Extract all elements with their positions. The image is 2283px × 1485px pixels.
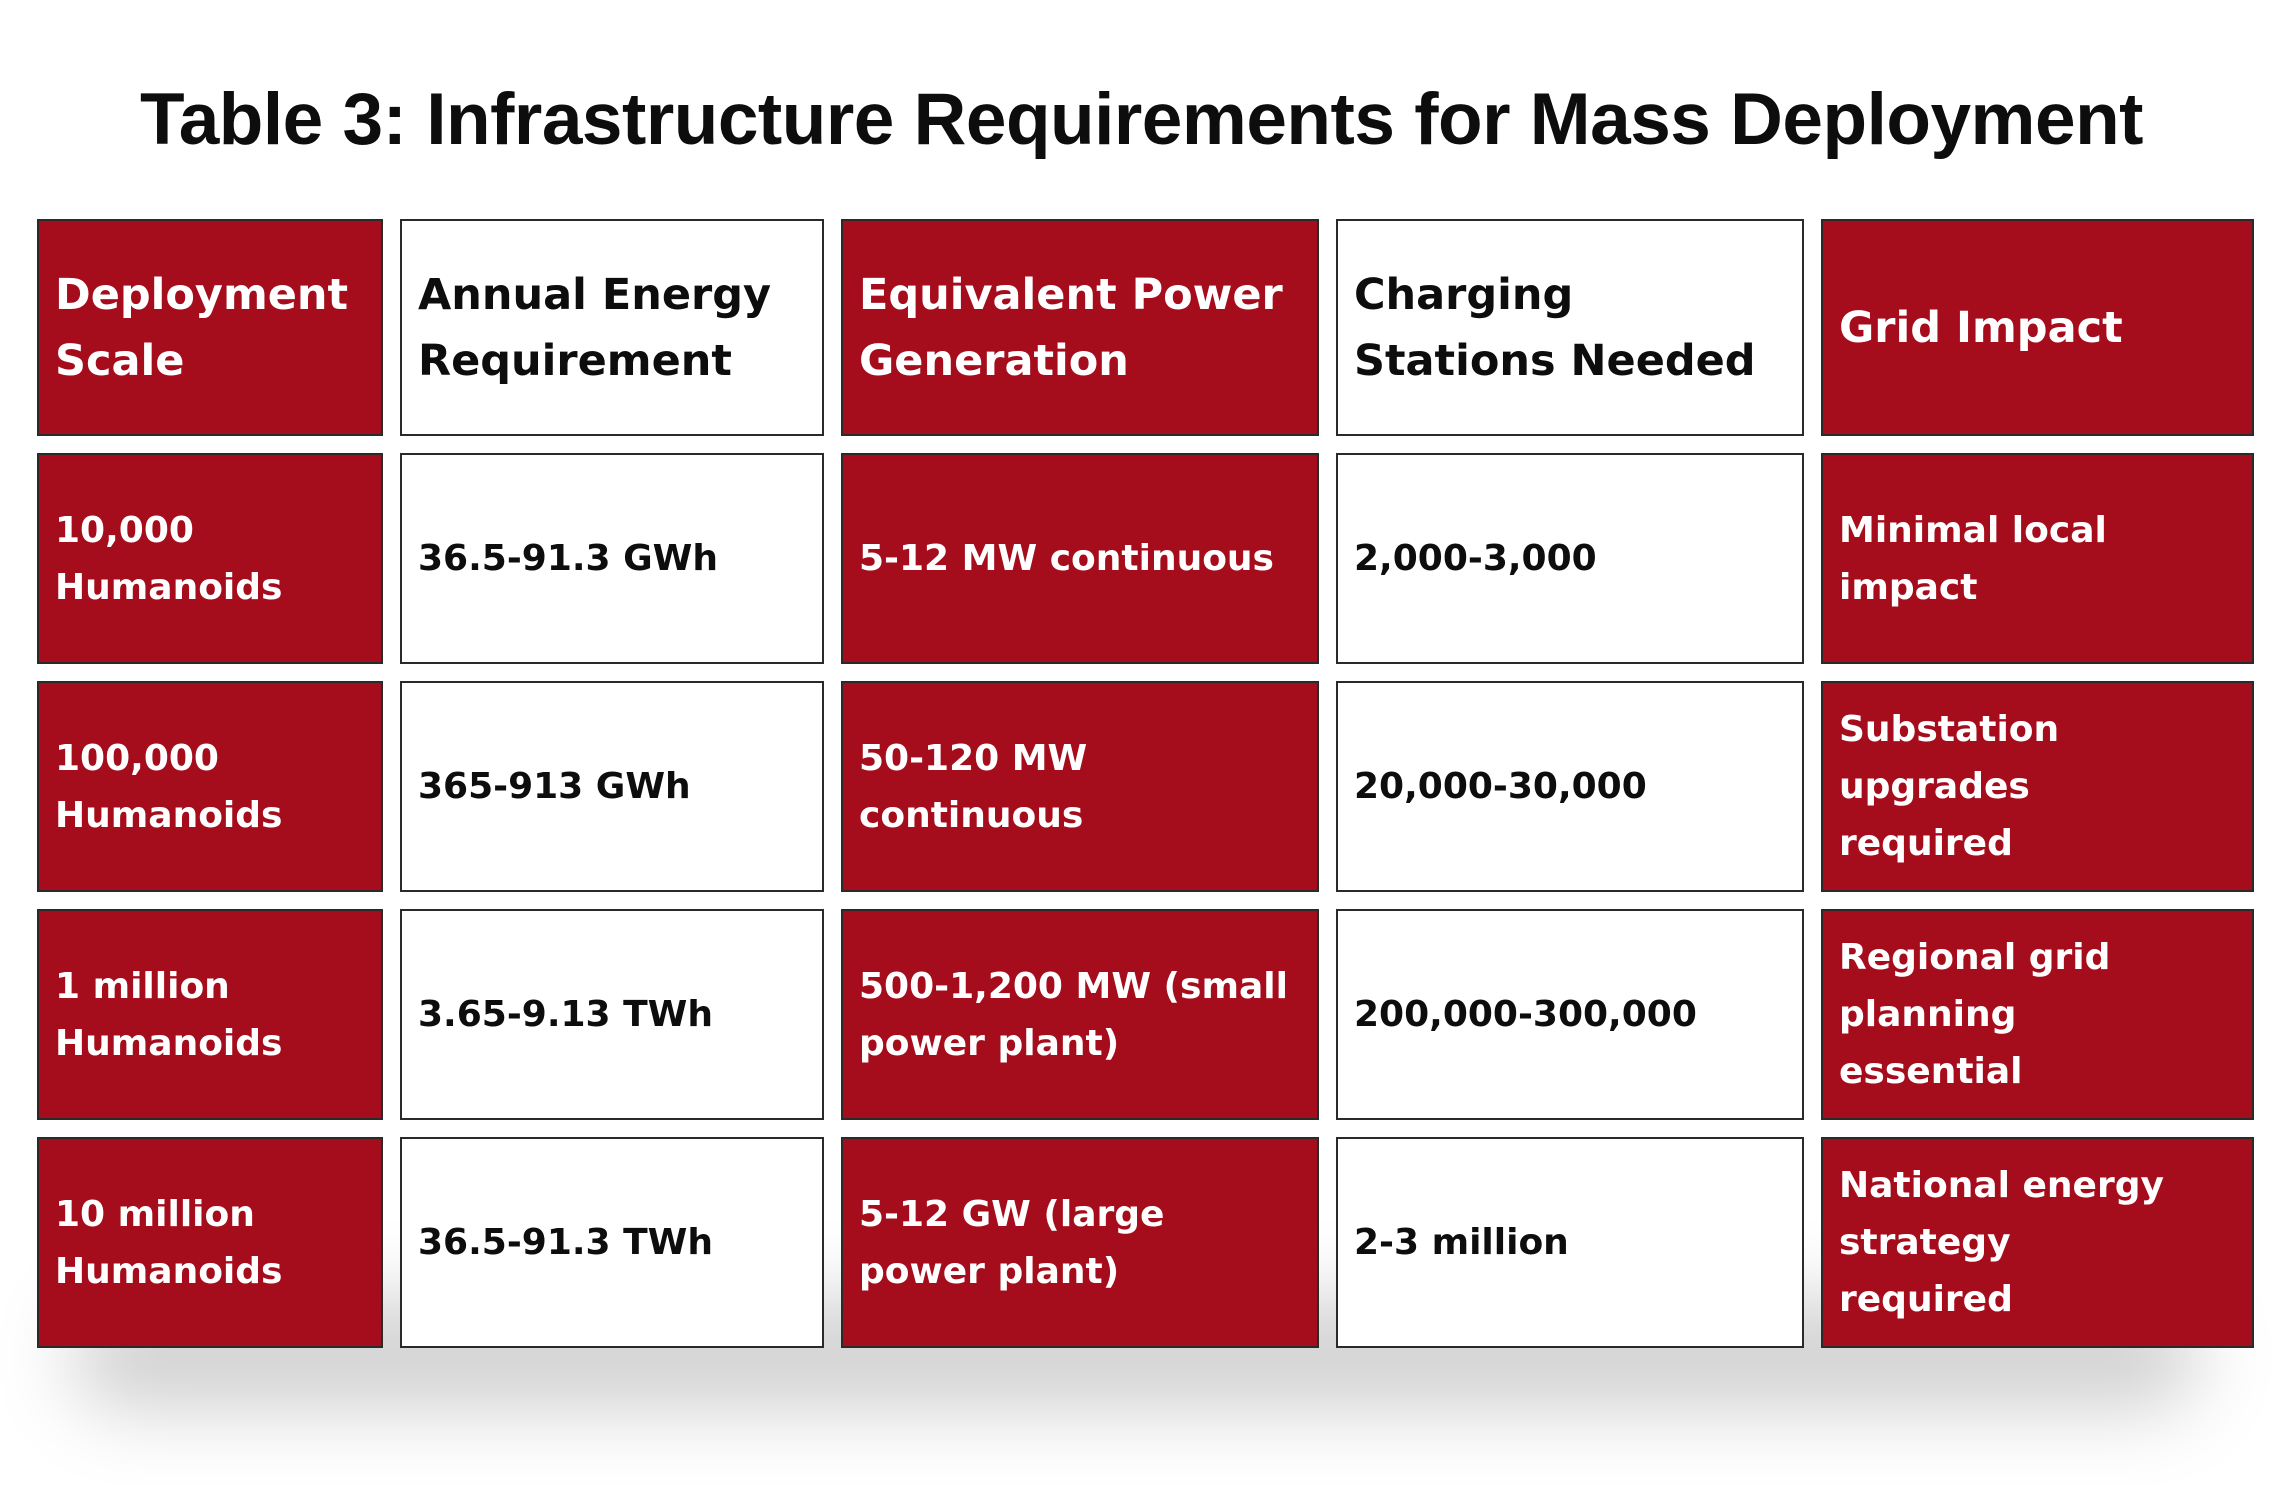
- cell-text: 5-12 MW continuous: [859, 538, 1274, 579]
- cell-text: 5-12 GW (large power plant): [859, 1193, 1165, 1292]
- cell-text: Substation upgrades required: [1839, 709, 2060, 864]
- cell-impact: [1821, 681, 2254, 892]
- cell-text: 20,000-30,000: [1354, 766, 1647, 807]
- cell-power: [841, 453, 1319, 664]
- cell-stations: [1336, 909, 1804, 1120]
- cell-text: 50-120 MW continuous: [859, 737, 1088, 836]
- cell-stations: [1336, 1137, 1804, 1348]
- cell-scale: [37, 453, 383, 664]
- cell-text: 36.5-91.3 TWh: [418, 1222, 714, 1263]
- header-label: Grid Impact: [1839, 302, 2123, 353]
- cell-text: 10 million Humanoids: [55, 1193, 283, 1292]
- cell-stations: [1336, 681, 1804, 892]
- cell-text: 100,000 Humanoids: [55, 737, 283, 836]
- cell-scale: [37, 909, 383, 1120]
- header-label: Equivalent Power Generation: [859, 269, 1283, 386]
- cell-text: 3.65-9.13 TWh: [418, 994, 714, 1035]
- cell-text: National energy strategy required: [1839, 1165, 2164, 1320]
- cell-text: Minimal local impact: [1839, 509, 2107, 608]
- table-title: Table 3: Infrastructure Requirements for Mass Deployment: [140, 79, 2143, 160]
- header-grid-impact: [1821, 219, 2254, 436]
- cell-scale: [37, 681, 383, 892]
- cell-scale: [37, 1137, 383, 1348]
- cell-impact: [1821, 909, 2254, 1120]
- cell-power: [841, 909, 1319, 1120]
- cell-stations: [1336, 453, 1804, 664]
- header-deployment-scale: [37, 219, 383, 436]
- cell-energy: [400, 681, 824, 892]
- cell-power: [841, 681, 1319, 892]
- cell-energy: [400, 909, 824, 1120]
- cell-text: 2-3 million: [1354, 1222, 1569, 1263]
- cell-text: 200,000-300,000: [1354, 994, 1697, 1035]
- cell-impact: [1821, 1137, 2254, 1348]
- cell-text: 10,000 Humanoids: [55, 509, 283, 608]
- cell-text: 365-913 GWh: [418, 766, 691, 807]
- cell-text: 2,000-3,000: [1354, 538, 1597, 579]
- header-label: Charging Stations Needed: [1354, 269, 1756, 386]
- header-power-generation: [841, 219, 1319, 436]
- cell-energy: [400, 1137, 824, 1348]
- cell-text: 36.5-91.3 GWh: [418, 538, 719, 579]
- cell-text: Regional grid planning essential: [1839, 937, 2111, 1092]
- cell-impact: [1821, 453, 2254, 664]
- cell-power: [841, 1137, 1319, 1348]
- header-annual-energy: [400, 219, 824, 436]
- infrastructure-table: [37, 219, 2254, 1348]
- header-label: Deployment Scale: [55, 269, 349, 386]
- header-label: Annual Energy Requirement: [418, 269, 772, 386]
- cell-energy: [400, 453, 824, 664]
- cell-text: 500-1,200 MW (small power plant): [859, 965, 1288, 1064]
- cell-text: 1 million Humanoids: [55, 965, 283, 1064]
- header-charging-stations: [1336, 219, 1804, 436]
